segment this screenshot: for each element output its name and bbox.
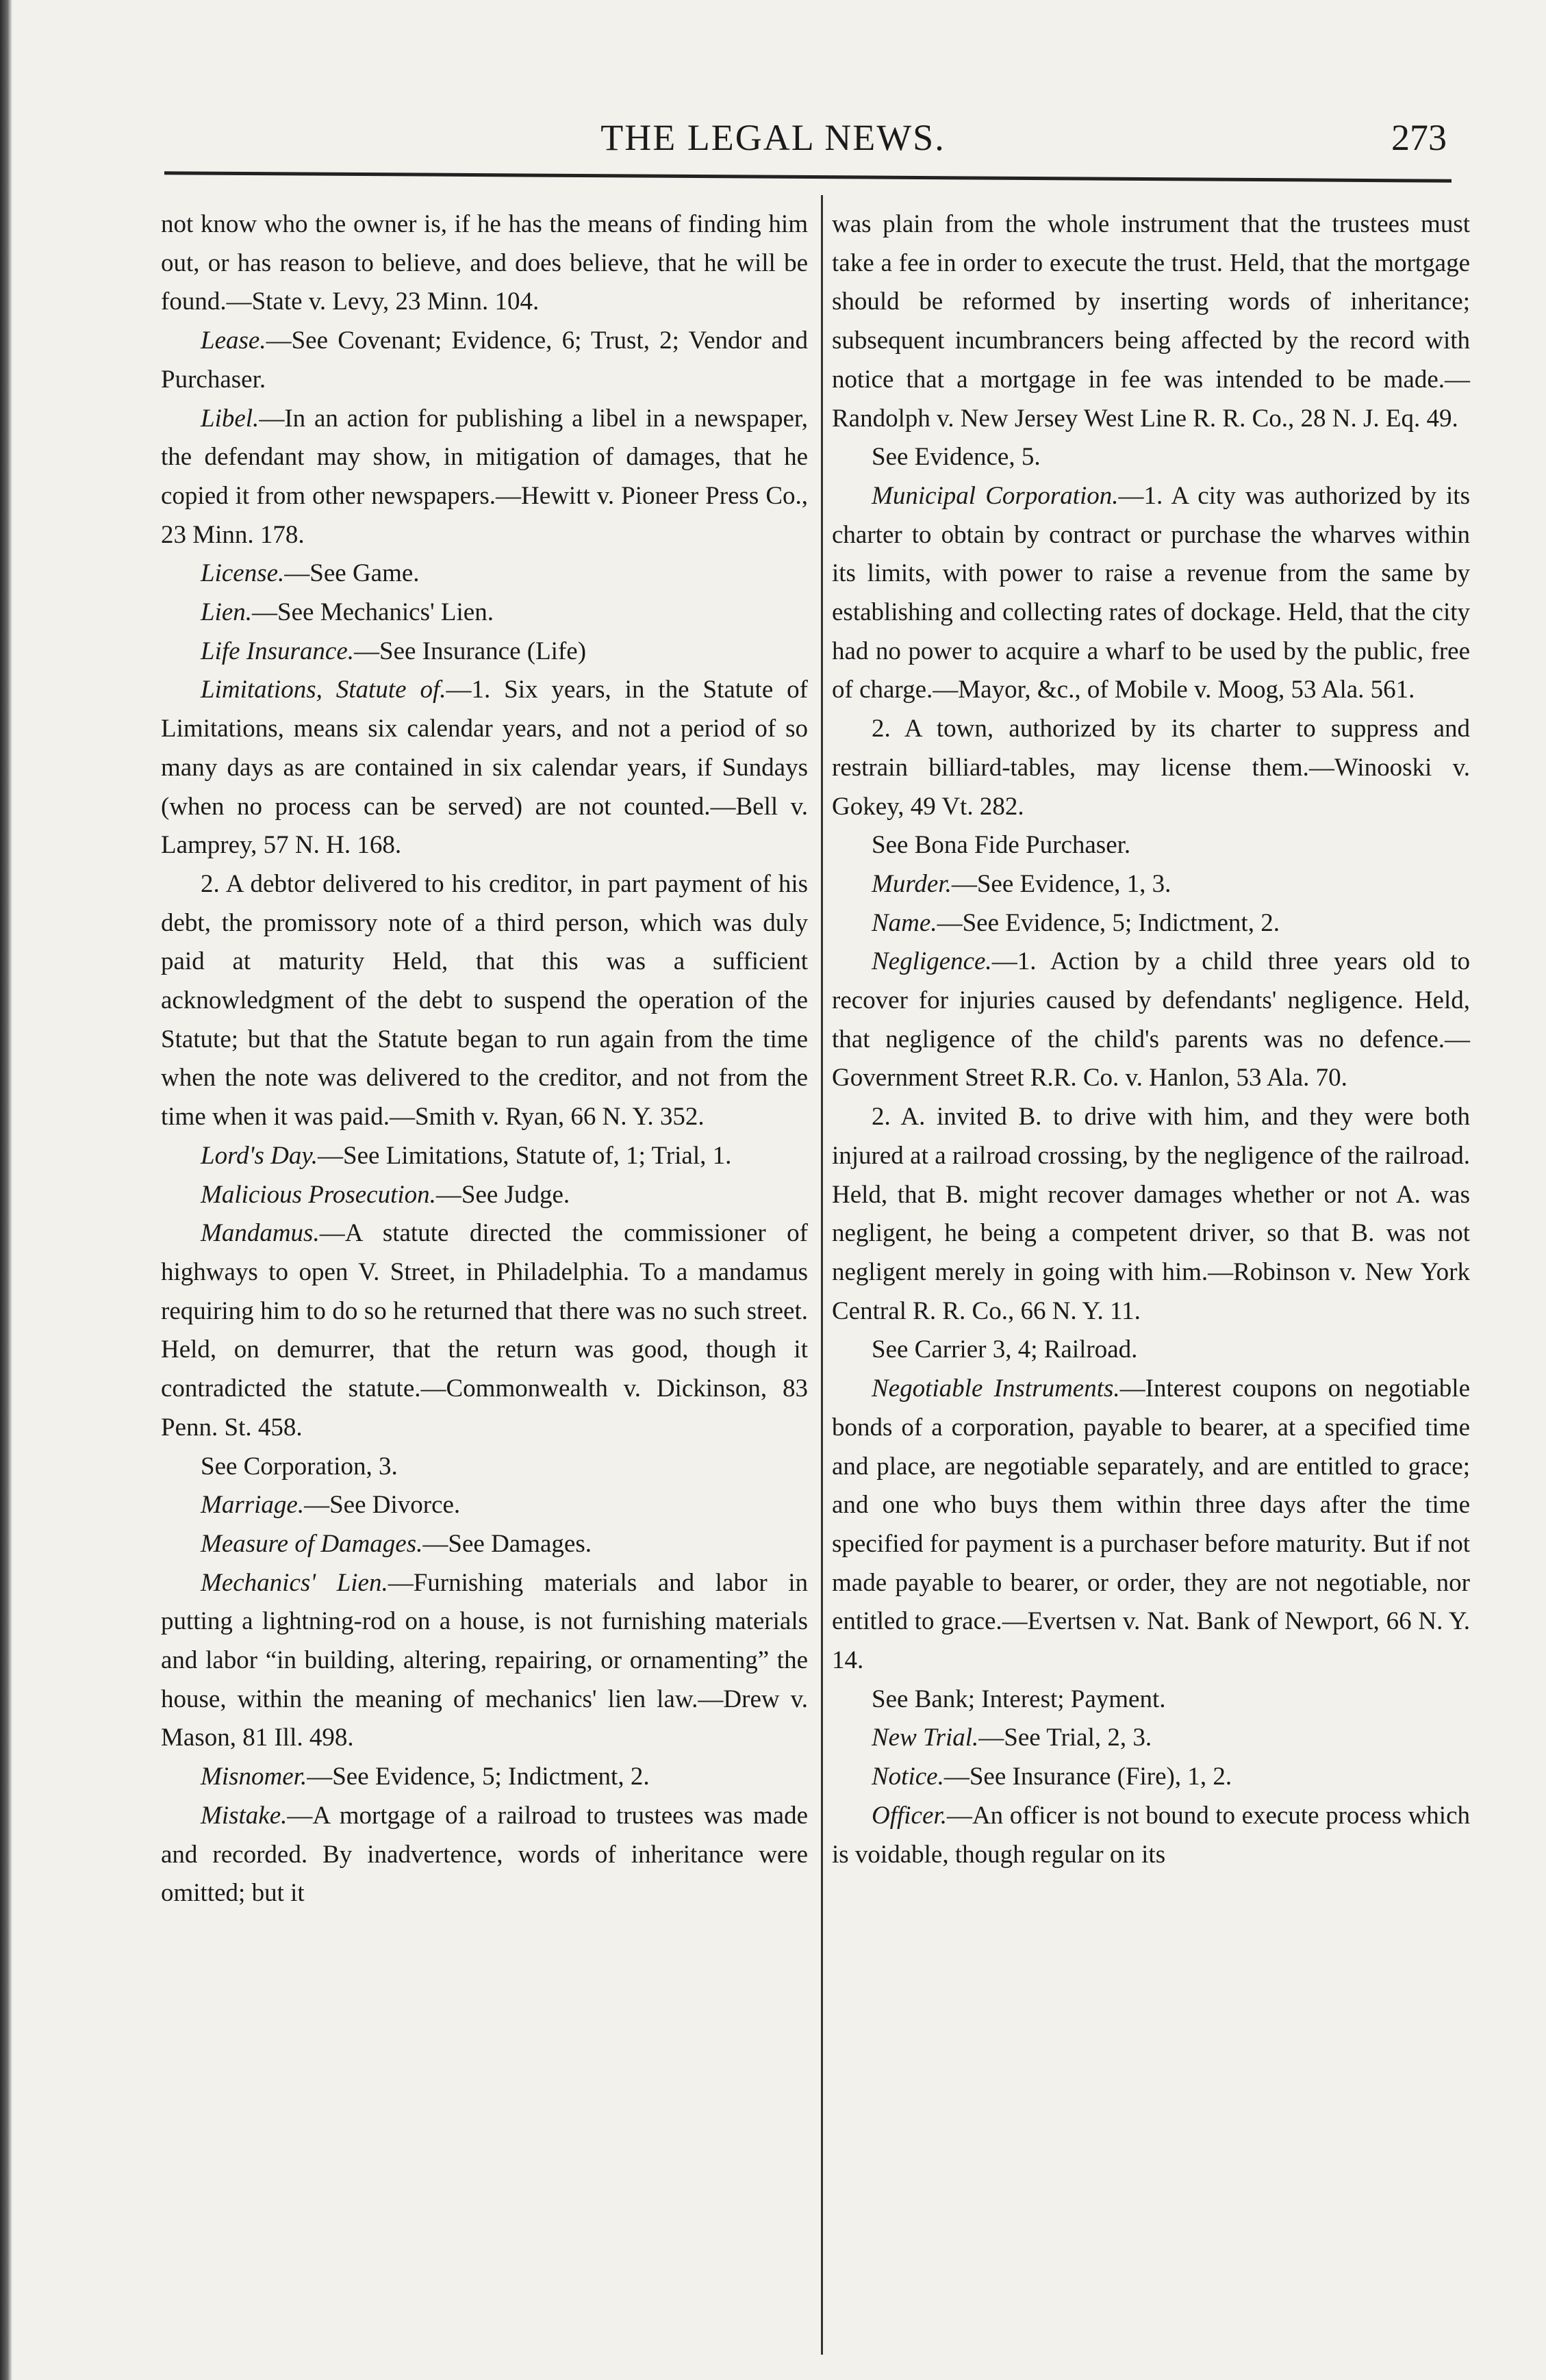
entry-heading: Mistake. [201,1801,288,1830]
entry-paragraph [161,1564,808,1758]
entry-text: —See Trial, 2, 3. [978,1724,1152,1752]
entry-text: —A mortgage of a railroad to trustees was made and recorded. By inadvertence, words of inheritance were omitted; but it [161,1801,808,1908]
entry-text: See Evidence, 5. [872,443,1041,472]
entry-text: See Corporation, 3. [201,1452,398,1481]
entry-heading: Mechanics' Lien. [201,1568,388,1597]
entry-paragraph [161,865,808,1137]
entry-text: —Furnishing materials and labor in putting a lightning-rod on a house, is not furnishing materials and labor “in building, altering, repairing, or ornamenting” the house, within the meaning of mechanics' lien law.—Drew v. Mason, 81 Ill. 498. [161,1568,808,1752]
entry-paragraph [161,1137,808,1176]
entry-text: 2. A debtor delivered to his creditor, in part payment of his debt, the promissory note of a third person, which was duly paid at maturity Held, that this was a sufficient acknowledgment of the debt to suspend the operation of the Statute; but that the Statute began to run again from the time when the note was delivered to the creditor, and not from the time when it was paid.—Smith v. Ryan, 66 N. Y. 352. [161,869,808,1131]
entry-text: —See Evidence, 1, 3. [951,869,1171,898]
page-number: 273 [1391,117,1447,158]
entry-heading: Municipal Corporation. [872,481,1119,510]
entry-text: —See Insurance (Life) [354,637,587,665]
header-rule [164,171,1452,182]
entry-heading: Murder. [872,869,952,898]
entry-text: not know who the owner is, if he has the means of finding him out, or has reason to believe, and does believe, that he will be found.—State v. Levy, 23 Minn. 104. [161,210,808,316]
entry-heading: Officer. [872,1801,947,1830]
entry-heading: License. [201,559,285,588]
entry-heading: Malicious Prosecution. [201,1180,436,1209]
entry-text: —See Evidence, 5; Indictment, 2. [307,1763,650,1791]
entry-paragraph [161,1525,808,1564]
entry-text: —See Insurance (Fire), 1, 2. [943,1763,1232,1791]
entry-paragraph [161,593,808,632]
entry-paragraph [832,205,1470,438]
entry-heading: Mandamus. [201,1219,320,1248]
entry-paragraph [832,826,1470,865]
column-divider [821,195,823,2355]
entry-paragraph [161,400,808,555]
entry-paragraph [161,1448,808,1487]
entry-text: See Carrier 3, 4; Railroad. [872,1335,1138,1364]
entry-text: 2. A. invited B. to drive with him, and they were both injured at a railroad crossing, by the negligence of the railroad. Held, that B. might recover damages whether or not A. was negligent, he being a competent driver, so that B. was not negligent merely in going with him.—Robinson v. New York Central R. R. Co., 66 N. Y. 11. [832,1103,1470,1325]
entry-heading: Negotiable Instruments. [872,1374,1120,1403]
page-header [0,116,1546,171]
entry-heading: Measure of Damages. [201,1529,423,1558]
entry-paragraph [832,477,1470,710]
entry-heading: New Trial. [872,1724,979,1752]
entry-text: —1. A city was authorized by its charter to obtain by contract or purchase the wharves within its limits, with power to raise a revenue from the same by establishing and collecting rates of dockage. Held, that the city had no power to acquire a wharf to be used by the public, free of charge.—Mayor, &c., of Mobile v. Moog, 53 Ala. 561. [832,481,1470,704]
entry-paragraph [832,1797,1470,1874]
entry-paragraph [832,943,1470,1098]
entry-heading: Libel. [201,404,259,433]
entry-text: See Bank; Interest; Payment. [872,1685,1166,1713]
entry-paragraph [161,1486,808,1525]
entry-text: —See Game. [284,559,420,588]
left-column [161,205,808,1913]
entry-heading: Life Insurance. [201,637,355,665]
entry-text: —In an action for publishing a libel in a newspaper, the defendant may show, in mitigation of damages, that he copied it from other newspapers.—Hewitt v. Pioneer Press Co., 23 Minn. 178. [161,404,808,549]
entry-text: —1. Six years, in the Statute of Limitations, means six calendar years, and not a period of so many days as are contained in six calendar years, if Sundays (when no process can be served) are not counted.—Bell v. Lamprey, 57 N. H. 168. [161,676,808,860]
entry-heading: Misnomer. [201,1763,307,1791]
entry-text: —See Mechanics' Lien. [252,598,494,627]
entry-text: was plain from the whole instrument that the trustees must take a fee in order to execute the trust. Held, that the mortgage should be reformed by inserting words of inheritance; subsequent incumbrancers being affected by the record with notice that a mortgage in fee was intended to be made.—Randolph v. New Jersey West Line R. R. Co., 28 N. J. Eq. 49. [832,210,1470,433]
entry-paragraph [161,1758,808,1797]
entry-heading: Lease. [201,327,266,355]
entry-heading: Name. [872,908,937,937]
entry-paragraph [161,554,808,593]
entry-paragraph [832,1758,1470,1797]
entry-paragraph [832,1370,1470,1680]
entry-paragraph [832,1719,1470,1758]
entry-heading: Notice. [872,1763,944,1791]
entry-heading: Lien. [201,598,253,627]
entry-paragraph [832,1331,1470,1370]
entry-text: —A statute directed the commissioner of highways to open V. Street, in Philadelphia. To a mandamus requiring him to do so he returned that there was no such street. Held, on demurrer, that the return was good, though it contradicted the statute.—Commonwealth v. Dickinson, 83 Penn. St. 458. [161,1219,808,1442]
entry-text: —See Evidence, 5; Indictment, 2. [937,908,1280,937]
running-title: THE LEGAL NEWS. [600,117,946,158]
entry-heading: Marriage. [201,1491,305,1520]
entry-paragraph [161,1214,808,1447]
entry-paragraph [832,710,1470,826]
entry-paragraph [832,865,1470,904]
binding-edge [0,0,12,2380]
entry-text: —See Limitations, Statute of, 1; Trial, 1. [318,1141,732,1170]
entry-text: —See Covenant; Evidence, 6; Trust, 2; Vendor and Purchaser. [161,327,808,394]
entry-heading: Negligence. [872,947,992,976]
entry-paragraph [832,1680,1470,1719]
entry-text: —An officer is not bound to execute process which is voidable, though regular on its [832,1801,1470,1869]
entry-text: 2. A town, authorized by its charter to suppress and restrain billiard-tables, may license them.—Winooski v. Gokey, 49 Vt. 282. [832,715,1470,821]
entry-text: —See Divorce. [304,1491,461,1520]
entry-heading: Lord's Day. [201,1141,318,1170]
entry-paragraph [832,438,1470,477]
entry-heading: Limitations, Statute of. [201,676,446,704]
entry-paragraph [832,1098,1470,1331]
entry-paragraph [161,671,808,865]
entry-text: —See Judge. [435,1180,570,1209]
entry-paragraph [161,632,808,671]
entry-text: See Bona Fide Purchaser. [872,831,1131,860]
entry-paragraph [832,904,1470,943]
right-column [832,205,1470,1874]
entry-text: —1. Action by a child three years old to recover for injuries caused by defendants' negligence. Held, that negligence of the child's parents was no defence.—Government Street R.R. Co. v. Hanlon, 53 Ala. 70. [832,947,1470,1092]
entry-paragraph [161,1797,808,1913]
entry-paragraph [161,322,808,399]
entry-paragraph [161,205,808,322]
entry-paragraph [161,1176,808,1215]
entry-text: —Interest coupons on negotiable bonds of a corporation, payable to bearer, at a specified time and place, are negotiable separately, and are entitled to grace; and one who buys them within three days after the time specified for payment is a purchaser before maturity. But if not made payable to bearer, or order, they are not negotiable, nor entitled to grace.—Evertsen v. Nat. Bank of Newport, 66 N. Y. 14. [832,1374,1470,1675]
entry-text: —See Damages. [422,1529,592,1558]
